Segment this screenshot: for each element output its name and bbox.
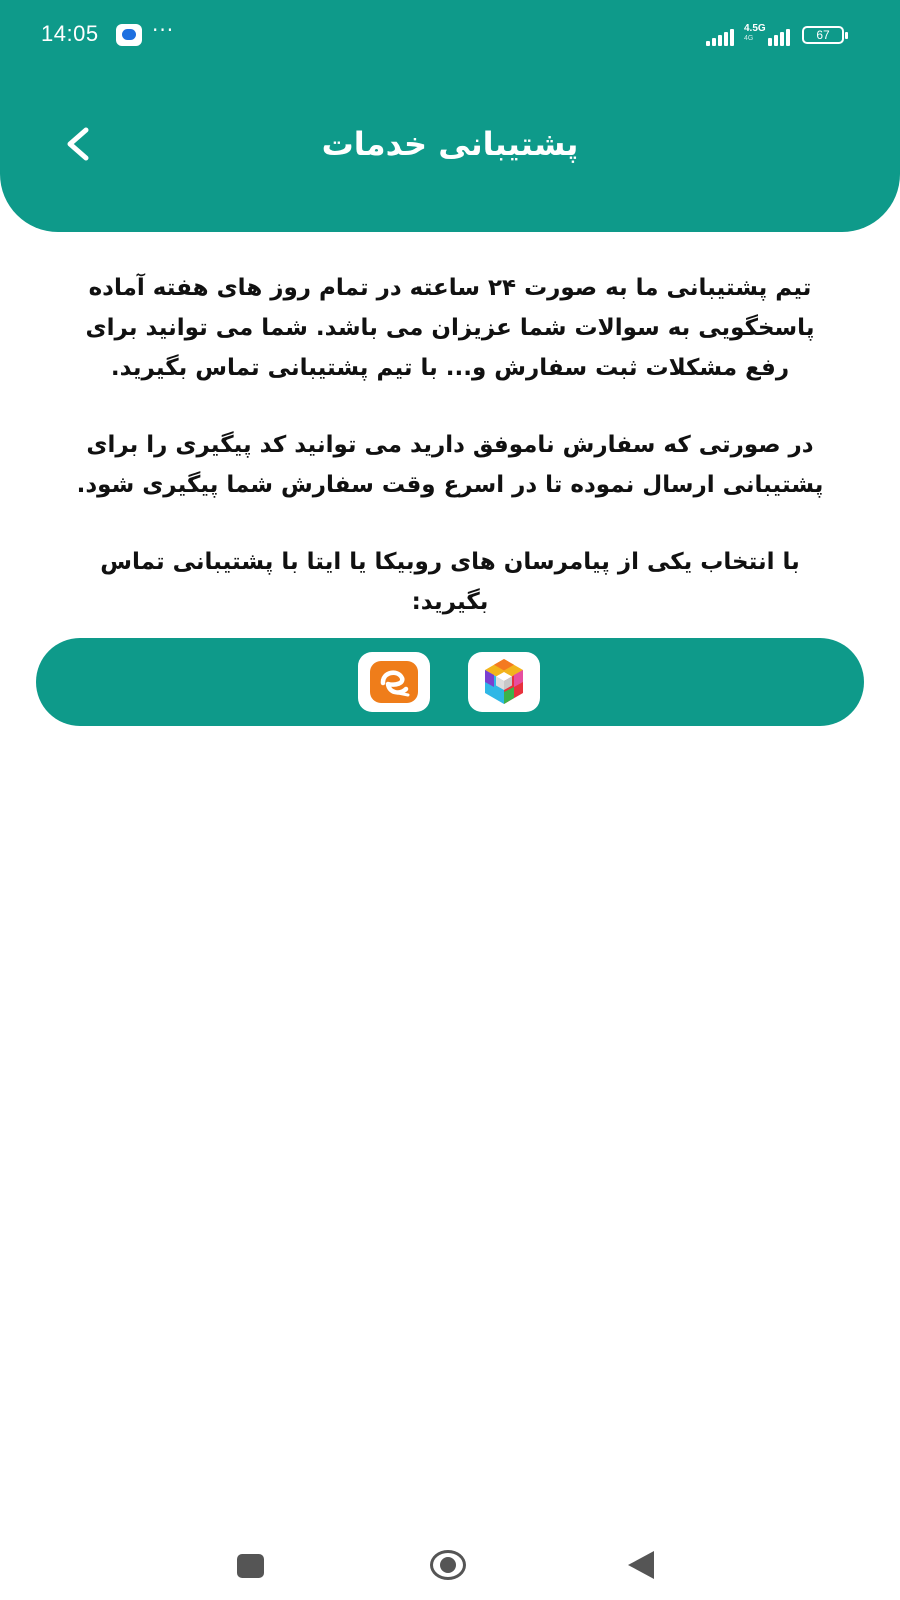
status-time: 14:05 [41, 21, 99, 46]
recent-apps-button[interactable] [237, 1554, 264, 1578]
support-paragraph-hours: تیم پشتیبانی ما به صورت ۲۴ ساعته در تمام روز های هفته آماده پاسخگویی به سوالات شما عزیزان می باشد. شما می توانید برای رفع مشکلات ثبت سفارش و... با تیم پشتیبانی تماس بگیرید. [85, 275, 815, 381]
system-back-button[interactable] [628, 1551, 654, 1579]
support-paragraph-messengers: با انتخاب یکی از پیامرسان های روبیکا یا ایتا با پشتیبانی تماس بگیرید: [100, 549, 800, 615]
network-type: 4.5G 4G [744, 23, 766, 42]
support-description [60, 268, 840, 622]
rubika-button[interactable] [468, 652, 540, 712]
chevron-left-icon [56, 120, 100, 168]
eitaa-button[interactable] [358, 652, 430, 712]
status-bar [0, 0, 900, 72]
back-button[interactable] [56, 120, 100, 168]
message-notification-icon [116, 24, 142, 46]
rubika-logo-icon [478, 656, 530, 708]
page-title: پشتیبانی خدمات [321, 125, 579, 163]
home-button[interactable] [430, 1550, 466, 1580]
wifi-signal-icon [706, 24, 734, 46]
battery-icon: 67 [802, 26, 844, 44]
more-notifications-icon: ··· [152, 18, 175, 42]
messenger-bar [36, 638, 864, 726]
system-nav-bar [0, 1530, 900, 1600]
support-paragraph-tracking: در صورتی که سفارش ناموفق دارید می توانید کد پیگیری را برای پشتیبانی ارسال نموده تا در اسرع وقت سفارش شما پیگیری شود. [76, 432, 824, 498]
eitaa-logo-icon [368, 659, 420, 705]
app-header [0, 0, 900, 232]
cellular-signal-icon [768, 24, 790, 46]
